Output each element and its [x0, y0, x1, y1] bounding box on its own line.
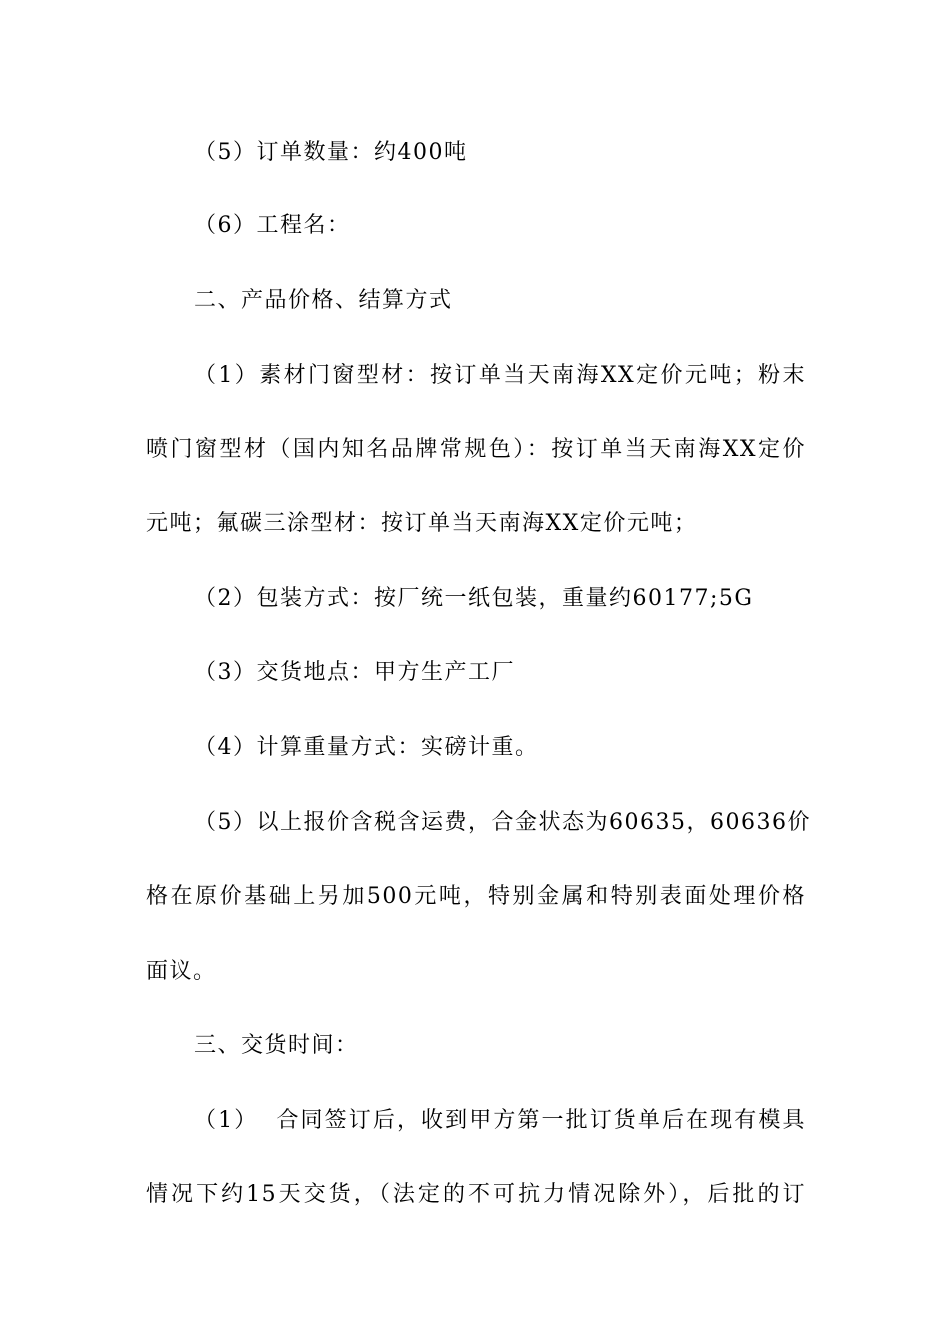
delivery-location-clause: （3）交货地点：甲方生产工厂 [194, 660, 515, 685]
project-name-line: （6）工程名： [194, 213, 351, 238]
delivery-clause-1-line-1: （1） 合同签订后，收到甲方第一批订货单后在现有模具 [194, 1108, 806, 1133]
price-clause-5-line-3: 面议。 [146, 959, 217, 984]
section-heading-delivery-time: 三、交货时间： [194, 1033, 359, 1058]
weight-method-clause: （4）计算重量方式：实磅计重。 [194, 735, 539, 760]
order-quantity-line: （5）订单数量：约400吨 [194, 140, 468, 165]
price-clause-1-line-2: 喷门窗型材（国内知名品牌常规色）：按订单当天南海XX定价 [146, 437, 806, 462]
delivery-clause-1-line-2: 情况下约15天交货，（法定的不可抗力情况除外），后批的订 [146, 1182, 806, 1207]
packaging-clause: （2）包装方式：按厂统一纸包装，重量约60177;5G [194, 586, 754, 611]
price-clause-5-line-1: （5）以上报价含税含运费，合金状态为60635，60636价 [194, 810, 811, 835]
price-clause-1-line-1: （1）素材门窗型材：按订单当天南海XX定价元吨；粉末 [194, 363, 806, 388]
price-clause-1-line-3: 元吨；氟碳三涂型材：按订单当天南海XX定价元吨； [146, 511, 698, 536]
section-heading-price: 二、产品价格、结算方式 [194, 288, 453, 313]
price-clause-5-line-2: 格在原价基础上另加500元吨，特别金属和特别表面处理价格 [146, 884, 806, 909]
